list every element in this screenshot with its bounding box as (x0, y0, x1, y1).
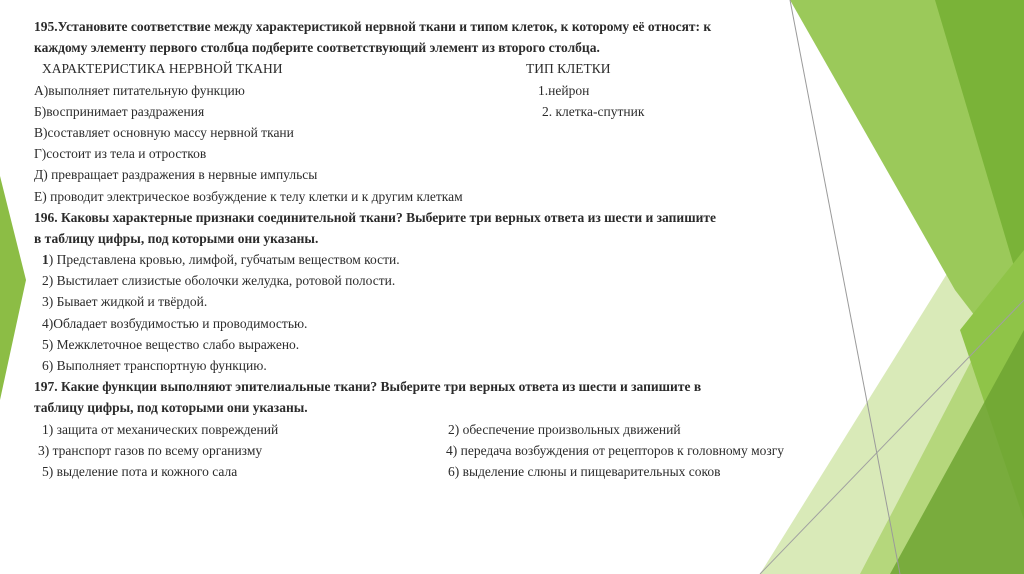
q196-option-3: 3) Бывает жидкой и твёрдой. (42, 294, 208, 310)
q195-item-a: А)выполняет питательную функцию (34, 82, 245, 98)
q195-row-a (34, 80, 864, 101)
q197-option-2: 2) обеспечение произвольных движений (448, 421, 681, 437)
q197-option-3: 3) транспорт газов по всему организму (38, 442, 263, 458)
q196-title-line2: в таблицу цифры, под которыми они указаны. (34, 230, 319, 246)
q195-type-2: 2. клетка-спутник (542, 103, 645, 119)
q197-title-line1: 197. Какие функции выполняют эпителиальные ткани? Выберите три верных ответа из шести и запишите в (34, 379, 702, 395)
q196-option-1-number: 1 (42, 252, 49, 268)
q195-col2-header: ТИП КЛЕТКИ (526, 61, 611, 77)
q195-item-v: В)составляет основную массу нервной ткани (34, 124, 294, 140)
q196-option-1-text: ) Представлена кровью, лимфой, губчатым веществом кости. (48, 252, 400, 268)
q195-type-1: 1.нейрон (538, 82, 590, 98)
q195-col1-header: ХАРАКТЕРИСТИКА НЕРВНОЙ ТКАНИ (42, 61, 283, 77)
q195-title-line1: 195.Установите соответствие между характеристикой нервной ткани и типом клеток, к которому её относят: к (34, 19, 712, 34)
q197-option-6: 6) выделение слюны и пищеварительных соков (448, 463, 721, 479)
q196-option-6: 6) Выполняет транспортную функцию. (42, 358, 267, 373)
q195-row-b (34, 101, 864, 122)
q197-option-5: 5) выделение пота и кожного сала (42, 463, 238, 479)
slide-content (34, 16, 864, 482)
q195-title-line2: каждому элементу первого столбца подберите соответствующий элемент из второго столбца. (34, 40, 600, 56)
q195-item-g: Г)состоит из тела и отростков (34, 146, 207, 162)
q197-title-line2: таблицу цифры, под которыми они указаны. (34, 400, 308, 416)
q196-option-5: 5) Межклеточное вещество слабо выражено. (42, 336, 300, 352)
q196-option-2: 2) Выстилает слизистые оболочки желудка, ротовой полости. (42, 273, 396, 289)
q195-item-e: Е) проводит электрическое возбуждение к телу клетки и к другим клеткам (34, 188, 463, 204)
q196-title-line1: 196. Каковы характерные признаки соединительной ткани? Выберите три верных ответа из шести и запишите (34, 209, 716, 225)
left-green-shape (0, 176, 26, 400)
q197-row-1 (34, 419, 864, 440)
q196-option-1 (34, 249, 864, 270)
q197-row-2 (34, 440, 864, 461)
q197-option-1: 1) защита от механических повреждений (42, 421, 279, 437)
q197-option-4: 4) передача возбуждения от рецепторов к головному мозгу (446, 442, 785, 458)
q195-item-b: Б)воспринимает раздражения (34, 103, 205, 119)
q197-row-3 (34, 461, 864, 482)
q195-item-d: Д) превращает раздражения в нервные импульсы (34, 167, 318, 183)
q196-option-4: 4)Обладает возбудимостью и проводимостью. (42, 315, 308, 331)
q195-header-row (34, 58, 864, 79)
